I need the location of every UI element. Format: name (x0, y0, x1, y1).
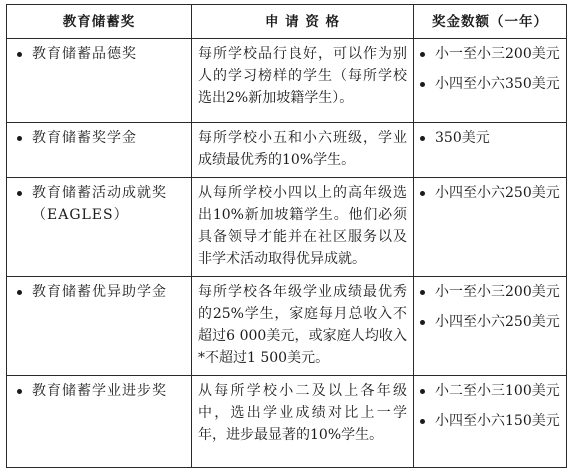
bullet-icon (420, 389, 425, 394)
table-row (7, 277, 567, 376)
amount-cell (414, 178, 567, 277)
bullet-icon (420, 290, 425, 295)
table-row (7, 178, 567, 277)
award-name-cell (7, 39, 192, 123)
amount-cell (414, 376, 567, 468)
header-eligibility: 申 请 资 格 (192, 5, 414, 39)
bullet-icon (420, 419, 425, 424)
amount-cell (414, 277, 567, 376)
eligibility-cell: 从每所学校小二及以上各年级中，选出学业成绩对比上一学年，进步最显著的10%学生。 (192, 376, 414, 468)
header-award-name: 教育储蓄奖 (7, 5, 192, 39)
award-name-cell (7, 178, 192, 277)
amount-cell (414, 39, 567, 123)
bullet-icon (17, 290, 22, 295)
bullet-icon (17, 52, 22, 57)
award-amount: 小四至小六250美元 (435, 185, 560, 201)
award-name: 教育储蓄奖学金 (32, 130, 137, 146)
header-amount: 奖金数额（一年） (414, 5, 567, 39)
award-name: 教育储蓄品德奖 (32, 46, 137, 62)
award-amount: 小二至小三100美元 (435, 383, 560, 399)
table-row (7, 39, 567, 123)
bullet-icon (420, 191, 425, 196)
amount-cell (414, 123, 567, 178)
award-name-cell (7, 277, 192, 376)
eligibility-cell: 从每所学校小四以上的高年级选出10%新加坡籍学生。他们必须具备领导才能并在社区服务以及非学术活动取得优异成就。 (192, 178, 414, 277)
bullet-icon (420, 320, 425, 325)
award-amount: 小四至小六350美元 (435, 76, 560, 92)
bullet-icon (420, 136, 425, 141)
award-name: 教育储蓄学业进步奖 (32, 383, 167, 399)
award-amount: 350美元 (435, 130, 490, 146)
bullet-icon (17, 191, 22, 196)
award-amount: 小一至小三200美元 (435, 46, 560, 62)
table-row (7, 376, 567, 468)
eligibility-cell: 每所学校品行良好，可以作为别人的学习榜样的学生（每所学校选出2%新加坡籍学生）。 (192, 39, 414, 123)
bullet-icon (17, 389, 22, 394)
eligibility-cell: 每所学校小五和小六班级，学业成绩最优秀的10%学生。 (192, 123, 414, 178)
award-amount: 小四至小六150美元 (435, 413, 560, 429)
table-row (7, 123, 567, 178)
header-row (7, 5, 567, 39)
award-name-cell (7, 376, 192, 468)
bullet-icon (420, 82, 425, 87)
bullet-icon (420, 52, 425, 57)
scholarship-table (6, 4, 567, 468)
award-amount: 小一至小三200美元 (435, 284, 560, 300)
award-amount: 小四至小六250美元 (435, 314, 560, 330)
award-name-cell (7, 123, 192, 178)
award-name: 教育储蓄活动成就奖（EAGLES） (32, 185, 167, 223)
award-name: 教育储蓄优异助学金 (32, 284, 167, 300)
bullet-icon (17, 136, 22, 141)
eligibility-cell: 每所学校各年级学业成绩最优秀的25%学生，家庭每月总收入不超过6 000美元，或家庭人均收入*不超过1 500美元。 (192, 277, 414, 376)
